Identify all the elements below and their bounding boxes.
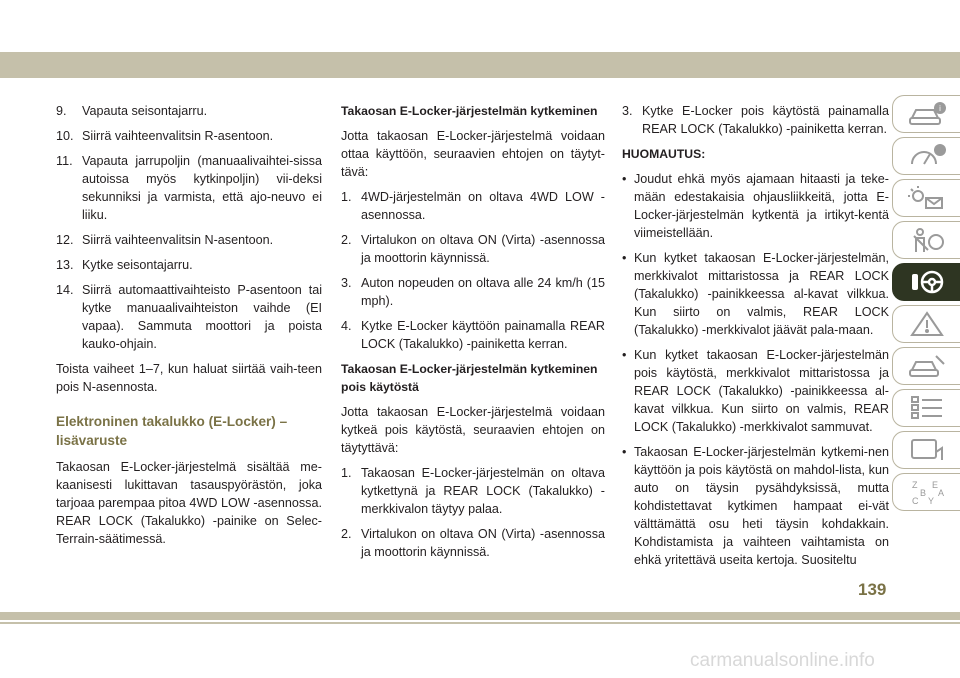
svg-text:B: B: [919, 488, 926, 498]
list-item: 1. Takaosan E-Locker-järjestelmän on oltava kytkettynä ja REAR LOCK (Takalukko) -merkkivalon täytyy palaa.: [341, 466, 605, 516]
svg-text:i: i: [938, 104, 941, 113]
section-body: Takaosan E-Locker-järjestelmä sisältää me-kaanisesti lukittavan tasauspyörästön, joka tarjoaa parempaa pitoa 4WD LOW -asennossa. REAR LOCK (Takalukko) -painike on Selec-Terrain-säätimessä.: [56, 460, 322, 546]
engage-intro: Jotta takaosan E-Locker-järjestelmä voidaan ottaa käyttöön, seuraavien ehtojen on täytyt-tävä:: [341, 129, 605, 179]
tab-service[interactable]: [892, 347, 960, 385]
list-item: 12. Siirrä vaihteenvalitsin N-asentoon.: [56, 233, 274, 247]
tab-specifications[interactable]: [892, 389, 960, 427]
svg-text:Y: Y: [927, 496, 934, 506]
note-heading: HUOMAUTUS:: [622, 147, 706, 161]
tab-warning-lights[interactable]: [892, 179, 960, 217]
list-item: 14. Siirrä automaattivaihteisto P-asentoon tai kytke manuaalivaihteiston vaihde (EI vapaa). Sammuta moottori ja poista kauko-ohjain.: [56, 283, 322, 351]
service-wrench-car-icon: [906, 352, 948, 380]
list-item: 10. Siirrä vaihteenvalitsin R-asentoon.: [56, 129, 274, 143]
tab-emergency[interactable]: [892, 305, 960, 343]
dashboard-gauge-icon: [906, 142, 948, 170]
note-bullet: • Joudut ehkä myös ajamaan hitaasti ja teke-mään edestakaisia ohjausliikkeitä, jotta E-Locker-järjestelmän kytkentä ja irtikyt-kentä viimeistellään.: [622, 172, 889, 240]
tab-starting-operating[interactable]: [892, 263, 960, 301]
list-item: 2. Virtalukon on oltava ON (Virta) -asennossa ja moottorin käynnissä.: [341, 233, 605, 265]
disengage-heading: Takaosan E-Locker-järjestelmän kytkeminen pois käytöstä: [341, 362, 598, 394]
list-item: 11. Vapauta jarrupoljin (manuaalivaihtei-sissa autoissa myös kytkinpoljin) vii-deksi sekunniksi ja varmista, että ajo-neuvo ei liiku.: [56, 154, 322, 222]
tab-multimedia[interactable]: [892, 431, 960, 469]
bottom-rule: [0, 622, 960, 624]
note-bullet: • Kun kytket takaosan E-Locker-järjestelmän, merkkivalot mittaristossa ja REAR LOCK (Takalukko) -painikkeessa al-kavat vilkkua. Kun siirto on valmis, REAR LOCK (Takalukko) -merkkivalot jäävät pala-maan.: [622, 251, 889, 337]
safety-seatbelt-icon: [906, 226, 948, 254]
specifications-list-icon: [906, 394, 948, 422]
repeat-note: Toista vaiheet 1–7, kun haluat siirtää vaih-teen pois N-asennosta.: [56, 362, 322, 394]
emergency-triangle-icon: [906, 310, 948, 338]
tab-car-info[interactable]: [892, 95, 960, 133]
list-item: 9. Vapauta seisontajarru.: [56, 104, 208, 118]
top-band: [0, 52, 960, 78]
list-item: 1. 4WD-järjestelmän on oltava 4WD LOW -asennossa.: [341, 190, 605, 222]
tab-dashboard[interactable]: [892, 137, 960, 175]
column-right: [622, 102, 889, 576]
tab-safety[interactable]: [892, 221, 960, 259]
chapter-tabs: [892, 95, 960, 515]
section-title: Elektroninen takalukko (E-Locker) – lisävaruste: [56, 414, 288, 448]
column-middle: [341, 102, 605, 568]
warning-lights-message-icon: [906, 184, 948, 212]
watermark: carmanualsonline.info: [690, 650, 875, 671]
list-item: 2. Virtalukon on oltava ON (Virta) -asennossa ja moottorin käynnissä.: [341, 527, 605, 559]
note-bullet: • Takaosan E-Locker-järjestelmän kytkemi-nen käyttöön ja pois käytöstä on mahdol-lista, kun auto on täysin pysähdyksissä, mutta kohdistettavat kytkimen hampaat ei-vät välttämättä osu heti täysin kohdakkain. Kohdistamista ja vaihteen vaihtamista on ehkä yritettävä useita kertoja. Suositeltu: [622, 445, 889, 567]
disengage-intro: Jotta takaosan E-Locker-järjestelmä voidaan kytkeä pois käytöstä, seuraavien ehtojen on täytyttävä:: [341, 405, 605, 455]
svg-text:A: A: [937, 488, 944, 498]
tab-index[interactable]: [892, 473, 960, 511]
note-bullet: • Kun kytket takaosan E-Locker-järjestelmän pois käytöstä, merkkivalot mittaristossa ja REAR LOCK (Takalukko) -painikkeessa al-kavat vilkkua. Kun siirto on valmis, REAR LOCK (Takalukko) -merkkivalot sammuvat.: [622, 348, 889, 434]
svg-text:Z: Z: [911, 480, 917, 490]
index-letters-icon: [906, 478, 948, 506]
list-item: 3. Auton nopeuden on oltava alle 24 km/h (15 mph).: [341, 276, 605, 308]
svg-text:C: C: [911, 496, 918, 506]
column-left: [56, 102, 322, 555]
bottom-band: [0, 612, 960, 620]
list-item: 13. Kytke seisontajarru.: [56, 258, 193, 272]
svg-text:E: E: [931, 480, 938, 490]
steering-wheel-starting-icon: [906, 268, 948, 296]
car-info-icon: [906, 100, 948, 128]
list-item: 4. Kytke E-Locker käyttöön painamalla REAR LOCK (Takalukko) -painiketta kerran.: [341, 319, 605, 351]
list-item: 3. Kytke E-Locker pois käytöstä painamalla REAR LOCK (Takalukko) -painiketta kerran.: [622, 104, 889, 136]
multimedia-icon: [906, 436, 948, 464]
engage-heading: Takaosan E-Locker-järjestelmän kytkeminen: [341, 104, 598, 118]
page-number: 139: [858, 580, 887, 599]
